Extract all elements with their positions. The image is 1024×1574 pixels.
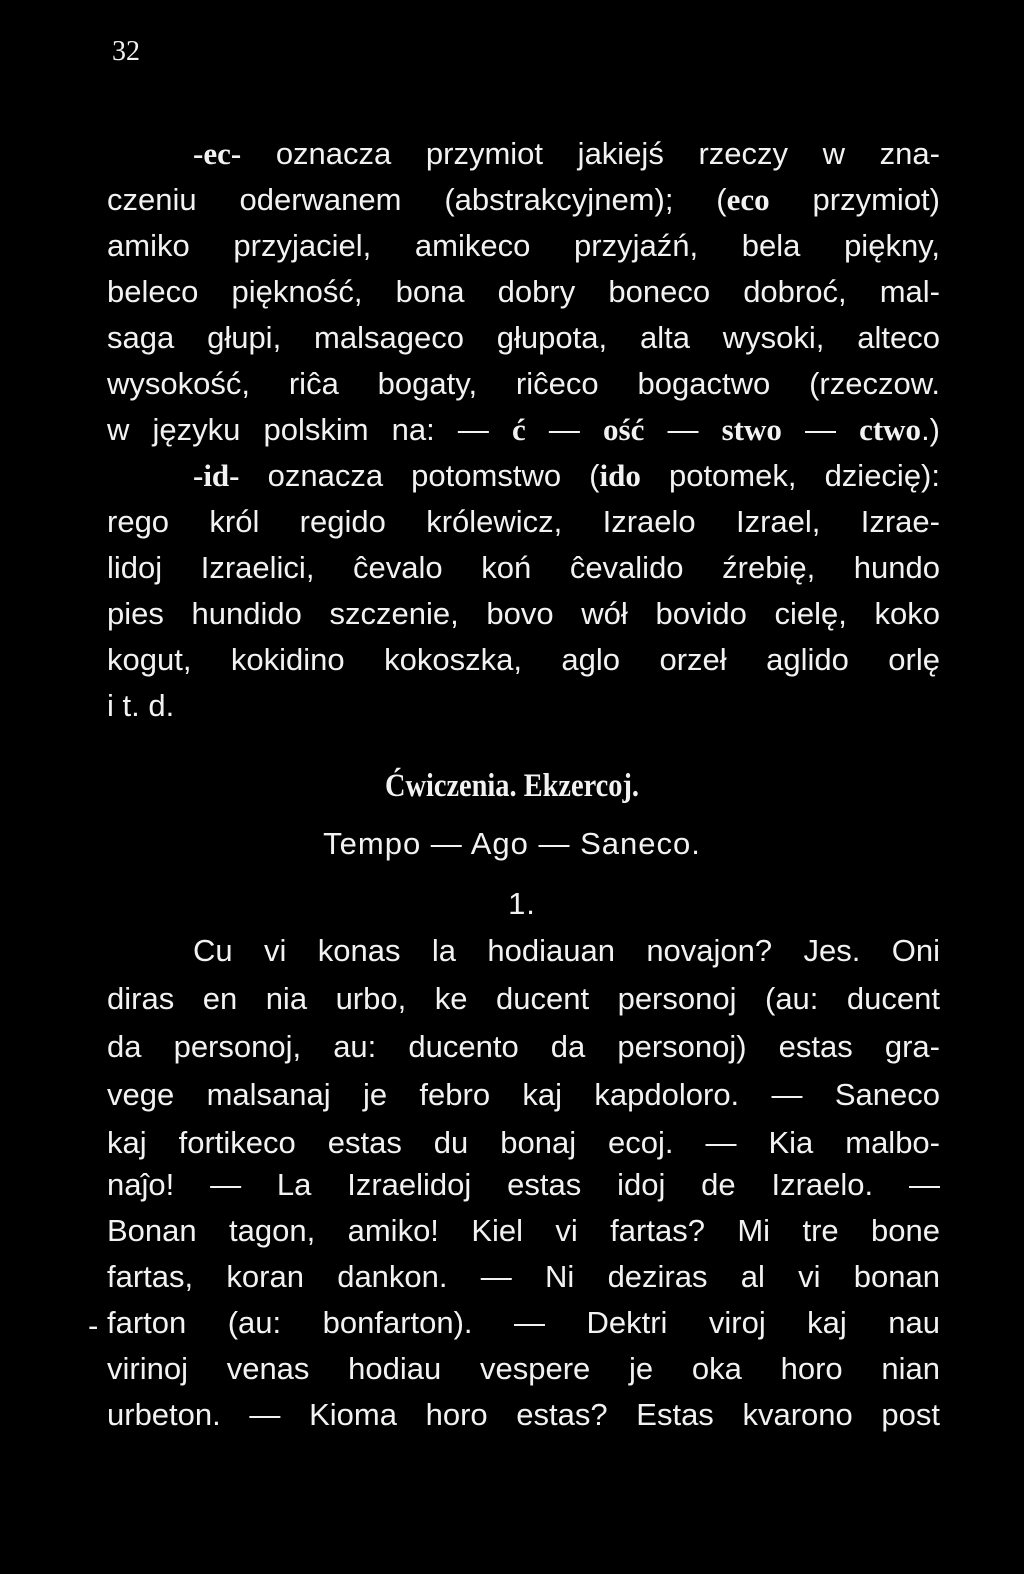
text-line: urbeton. — Kioma horo estas? Estas kvarono post [107, 1397, 940, 1432]
exercise-number: 1. [508, 886, 536, 921]
margin-mark: - [88, 1308, 99, 1343]
text-line: i t. d. [107, 688, 175, 723]
text-line: w języku polskim na: — ć — ość — stwo — ctwo.) [107, 412, 940, 447]
text-line: virinoj venas hodiau vespere je oka horo nian [107, 1351, 940, 1386]
section-title: Ćwiczenia. Ekzercoj. [384, 768, 640, 804]
page-number: 32 [112, 36, 140, 67]
text-line: saga głupi, malsageco głupota, alta wysoki, alteco [107, 320, 940, 355]
text-line: naĵo! — La Izraelidoj estas idoj de Izraelo. — [107, 1167, 940, 1202]
text-line: diras en nia urbo, ke ducent personoj (au: ducent [107, 981, 940, 1016]
text-line: vege malsanaj je febro kaj kapdoloro. — Saneco [107, 1077, 940, 1112]
text-line: Bonan tagon, amiko! Kiel vi fartas? Mi tre bone [107, 1213, 940, 1248]
suffix-term: -id- [193, 458, 240, 493]
text-line: wysokość, riĉa bogaty, riĉeco bogactwo (rzeczow. [107, 366, 940, 401]
text-line: amiko przyjaciel, amikeco przyjaźń, bela piękny, [107, 228, 940, 263]
text-line: czeniu oderwanem (abstrakcyjnem); (eco przymiot) [107, 182, 940, 217]
text-line: rego król regido królewicz, Izraelo Izrael, Izrae- [107, 504, 940, 539]
text-line: da personoj, au: ducento da personoj) estas gra- [107, 1029, 940, 1064]
text-line: pies hundido szczenie, bovo wół bovido cielę, koko [107, 596, 940, 631]
text-line: fartas, koran dankon. — Ni deziras al vi bonan [107, 1259, 940, 1294]
text-line: kogut, kokidino kokoszka, aglo orzeł aglido orlę [107, 642, 940, 677]
text-line: -ec- oznacza przymiot jakiejś rzeczy w zna- [193, 136, 940, 171]
suffix-term: -ec- [193, 136, 242, 171]
section-subtitle: Tempo — Ago — Saneco. [323, 826, 701, 861]
text-line: lidoj Izraelici, ĉevalo koń ĉevalido źrebię, hundo [107, 550, 940, 585]
text-line: beleco piękność, bona dobry boneco dobroć, mal- [107, 274, 940, 309]
text-line: farton (au: bonfarton). — Dektri viroj kaj nau [107, 1305, 940, 1340]
text-line: Cu vi konas la hodiauan novajon? Jes. Oni [193, 933, 940, 968]
text-line: -id- oznacza potomstwo (ido potomek, dziecię): [193, 458, 940, 493]
text-line: kaj fortikeco estas du bonaj ecoj. — Kia malbo- [107, 1125, 940, 1160]
